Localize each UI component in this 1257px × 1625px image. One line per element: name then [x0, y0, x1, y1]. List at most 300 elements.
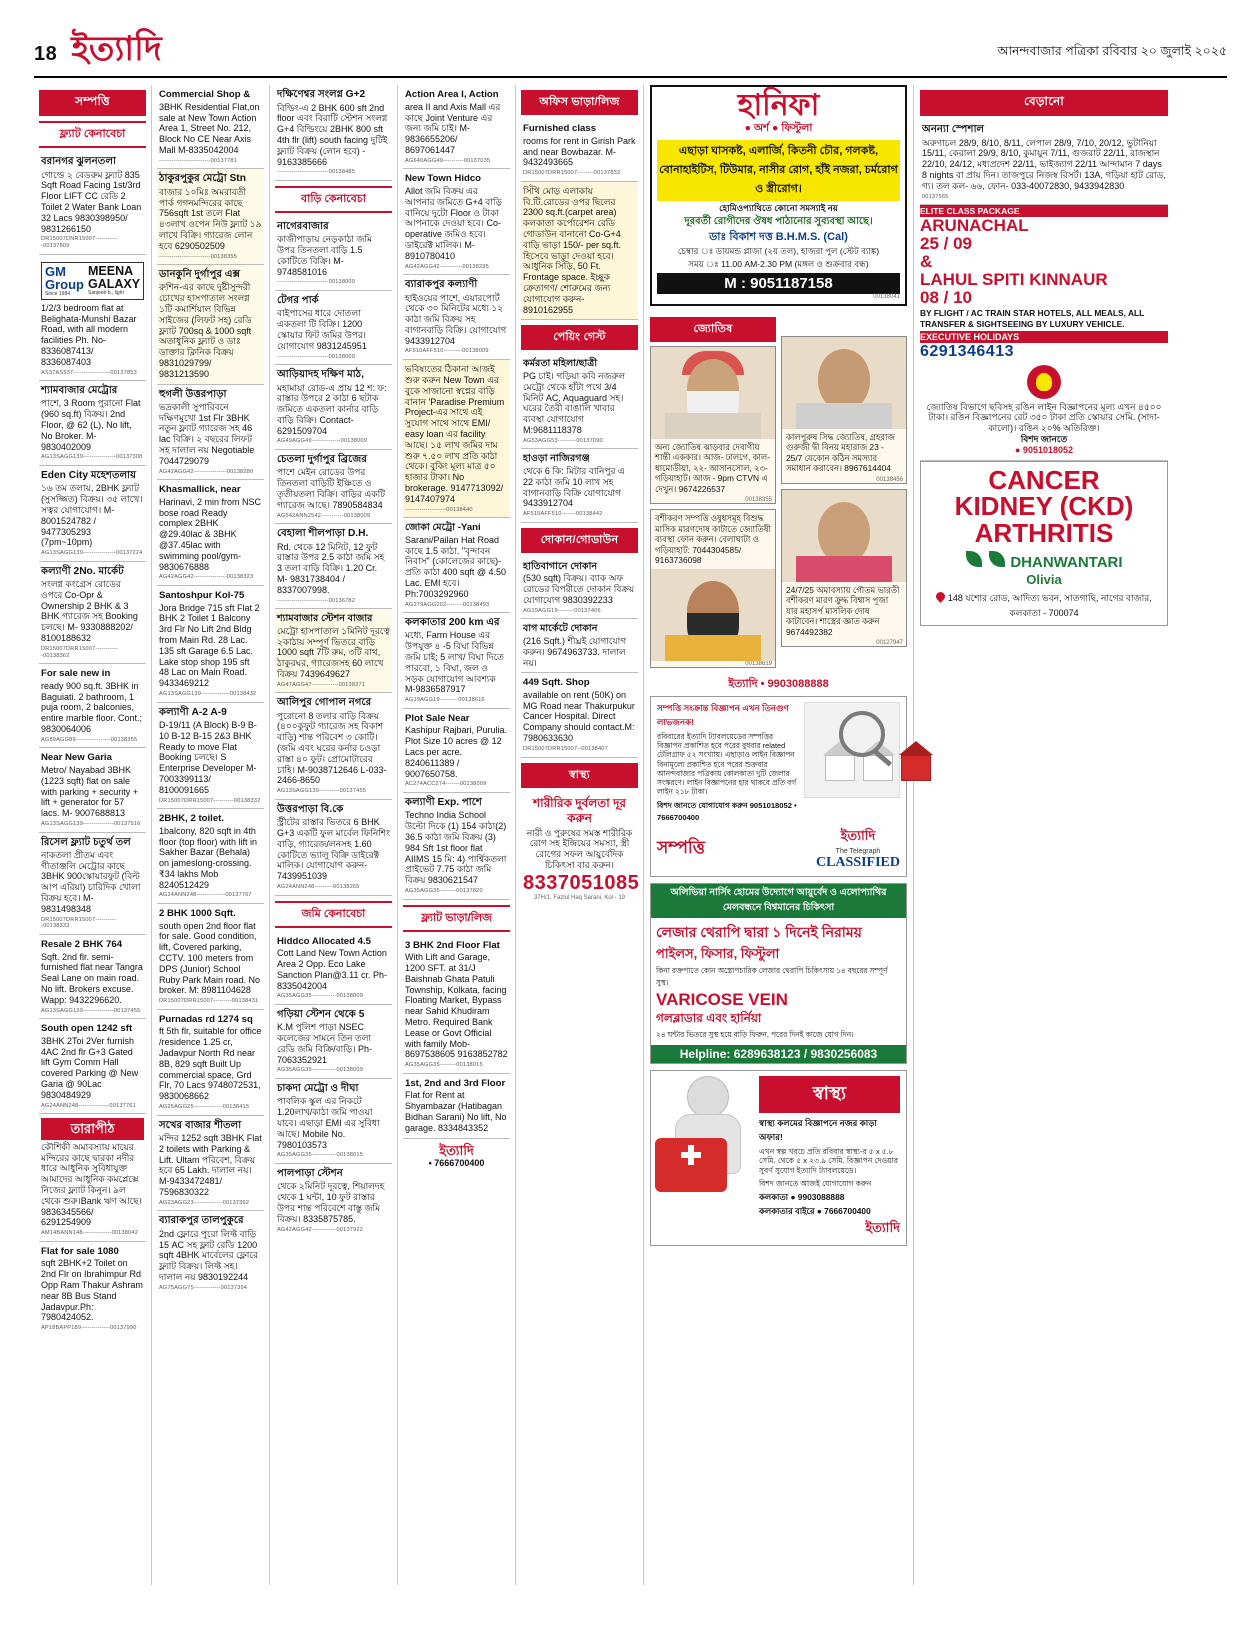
- olivia-line4: গলব্লাডার এবং হার্নিয়া: [656, 1010, 762, 1025]
- ad-item[interactable]: [521, 449, 638, 522]
- ad-headline: হাওড়া নাজিরগঞ্জ: [523, 453, 590, 465]
- house-shape: [825, 755, 855, 781]
- ad-body: Harinavi, 2 min from NSC bose road Ready complex 2BHK @29.40lac & 3BHK @37.45lac with swimming pool/gym-9830676888: [159, 496, 262, 572]
- ad-code: AG279AGG202--------00138493: [405, 601, 490, 608]
- ad-body: D-19/11 (A Block) B-9 B-10 B-12 B-15 2&3 BHK Ready to move Flat Booking চলছে। S Enterprise Developer M-7003399113/ 8100091665: [159, 719, 257, 795]
- ad-headline: 449 Sqft. Shop: [523, 677, 590, 689]
- ad-code: -------------------------00138009: [277, 353, 356, 360]
- ad-item[interactable]: [275, 450, 392, 524]
- ad-item[interactable]: [39, 1242, 146, 1336]
- address-text: 148 যশোর রোড, আদিত্য ভবন, সাতগাছি, নাগের বাজার, কলকাতা - 700074: [947, 593, 1152, 619]
- ad-body: 3BHK Residential Flat,on sale at New Town Action Area 1, Street No. 212, Block No CE Near Axis Mall M-8335042004: [159, 101, 260, 155]
- olivia-treatments: পাইলস, ফিসার, ফিস্টুলা: [656, 945, 780, 961]
- ad-headline: ডানকুনি দুর্গাপুর এক্স: [159, 269, 241, 281]
- display-ad-health-offer[interactable]: [650, 1070, 907, 1247]
- ad-item[interactable]: [157, 809, 264, 904]
- ad-code: 00127947: [876, 640, 903, 647]
- ad-body: পাশে মেইন রোডের উপর তিনতলা বাড়িটি ইঞ্চিতে ও তৃতীয়তলা বিক্রি। বাড়ির একটি গ্যারেজ আছে। 7890584834: [277, 467, 386, 510]
- ad-headline: কলকাতার 200 km এর: [405, 617, 500, 629]
- ad-body: Kashipur Rajbari, Purulia. Plot Size 10 acres @ 12 Lacs per acre. 8240611389 / 9007650758.: [405, 725, 508, 779]
- ad-item[interactable]: [521, 119, 638, 182]
- ad-item[interactable]: [39, 833, 146, 935]
- ad-item[interactable]: [157, 169, 264, 265]
- ad-headline: 2BHK, 2 toilet.: [159, 813, 225, 825]
- hanifa-line3: দূরবর্তী রোগীদের ঔষধ পাঠানোর সুব্যবস্থা আছে।: [684, 216, 873, 228]
- ad-headline: চেতলা দুর্গাপুর ব্রিজের: [277, 454, 367, 466]
- ad-headline: শ্যামবাজার স্টেশন বাজার: [277, 613, 373, 625]
- astrologer-photo: [782, 490, 906, 582]
- health-offer-kolkata[interactable]: কলকাতা ● 9903088888: [759, 1192, 845, 1203]
- display-ad-sampatti-promo[interactable]: [650, 696, 907, 877]
- ad-item[interactable]: [403, 275, 510, 360]
- astrologer-text: কালপুরুষ সিদ্ধ জ্যোতিষ, গ্রহরাজ গুরুজী দ্বী বিনয় মহারাজ 23 - 25/7 যেকোন কঠিন সমস্যার সমাধান করাবেন। 8967614404: [786, 431, 895, 474]
- hanifa-doctor: ডাঃ বিকাশ দত্ত B.H.M.S. (Cal): [709, 230, 848, 243]
- ad-headline: টেগর পার্ক: [277, 295, 319, 307]
- ad-code: AM14BANN148--------------00138042: [41, 1230, 139, 1237]
- ad-item[interactable]: [275, 365, 392, 450]
- ad-code: DR15007DRR15007--00138407: [523, 745, 608, 752]
- ad-headline: Action Area I, Action: [405, 89, 499, 101]
- ad-headline: জোকা মেট্রো -Yani: [405, 522, 481, 534]
- olivia-varicose: VARICOSE VEIN: [656, 989, 788, 1009]
- ad-item-gm-meena[interactable]: [39, 255, 146, 381]
- ad-headline: Plot Sale Near: [405, 712, 470, 724]
- face-shape: [818, 349, 870, 411]
- ad-body: K.M পুলিশ পাড়া NSEC কলেজের সামনে তিন তলা রেডি জমি বিক্রি/বাড়ি। Ph- 7063352921: [277, 1022, 372, 1065]
- ad-headline: উত্তরপাড়া বি.কে: [277, 803, 344, 815]
- subsection-flat-kenabecha: ফ্ল্যাট কেনাবেচা: [39, 121, 146, 148]
- ad-code: DR15007DNR15007------------00137809: [41, 236, 118, 250]
- ad-code: AG13SAGG139----------00137455: [277, 788, 367, 795]
- ad-item[interactable]: [157, 904, 264, 1010]
- ad-code: AG13SAGG139----------------00137224: [41, 550, 143, 557]
- ad-item-tarapith[interactable]: [39, 1114, 146, 1242]
- ad-headline: Resale 2 BHK 764: [41, 939, 123, 951]
- ad-headline: আড়িয়াদহ দক্ষিণ মাঠ,: [277, 369, 364, 381]
- ad-headline: For sale new in: [41, 668, 111, 680]
- cancer-title-1: CANCER: [988, 464, 1100, 495]
- ad-body: সিঁথি মোড় এলাকায় বি.টি.রোডের ওপর ছিলের 2300 sq.ft.(carpet area) কলকাতা কর্পোরেশন রেডি গোডাউন বানানো Co-G+4 বাড়ি ভাড়া 150/- per sq.ft. হিসেবে ভাড়া দেওয়া হবে। আধুনিক সিঁড়ি, 50 Ft. Frontage space. ইচ্ছুক ক্রেতাগণ/ শোরুমের জন্য যোগাযোগ করুন- 8910162955: [523, 185, 622, 315]
- ad-body: ready 900 sq.ft. 3BHK in Baguiati. 2 bathroom, 1 puja room, 2 balconies, entire marble floor. Cont.; 9830064006: [41, 680, 143, 734]
- ad-body: হাইওয়ের পাশে, এয়ারপোর্ট থেকে ৩০ মিনিটের মধ্যে ১২ কাঠা জমি বিক্রয় সহ বাগানবাড়ি বিক্রি। যোগাযোগ 9433912704: [405, 292, 507, 346]
- ad-body: sqft 2BHK+2 Toilet on 2nd Flr on Ibrahimpur Rd Opp Ram Thakur Ashram near 8B Bus Stand Jadavpur.Ph: 7980424052.: [41, 1258, 143, 1323]
- subsection-jomi-kenabecha: জমি কেনাবেচা: [275, 901, 392, 928]
- package-amp: &: [920, 251, 933, 271]
- ad-headline: ঠাকুরপুকুর মেট্রো Stn: [159, 173, 246, 185]
- ad-code: AG13SAGG139---------------00137516: [41, 820, 141, 827]
- ad-item[interactable]: [275, 1079, 392, 1164]
- ad-phone[interactable]: 8337051085: [523, 871, 640, 894]
- ad-item-sinthi-godown[interactable]: [521, 182, 638, 321]
- ad-headline: পালপাড়া স্টেশন: [277, 1168, 343, 1180]
- ad-body: Rd. থেকে 12 মিনিট, 12 ফুট রাস্তার উপর 2.5 কাঠা জমি সহ 3 তলা বাড়ি বিক্রি। 1.20 Cr. M- 9831738404 / 8337007998.: [277, 541, 385, 595]
- face-shape: [818, 502, 870, 564]
- body-shape: [665, 635, 761, 661]
- ad-item[interactable]: [275, 85, 392, 181]
- health-offer-line3: বিশদ জানতে আজই যোগাযোগ করুন: [759, 1179, 872, 1189]
- ad-item[interactable]: [403, 169, 510, 275]
- ad-item-jyotish-rate[interactable]: [920, 361, 1168, 461]
- ad-item[interactable]: [39, 1019, 146, 1114]
- astrologer-text: 24/7/25 অমাবস্যায় গৌতম ভারতী বশীকরণ মারণ ক্রুদ্ধ বিশ্বাস পূজা যার মহাসর্প মাসলিক দোষ কাটাবেন। শাস্ত্রের জ্ঞাত করুন 9674492382: [786, 584, 900, 637]
- ad-code: DR15007DRR15007--------00137832: [523, 170, 621, 177]
- ad-item[interactable]: [157, 703, 264, 810]
- page-number: 18: [34, 43, 58, 66]
- ad-code: AG542ANN2542-----------00138009: [277, 512, 371, 519]
- ad-item[interactable]: [157, 385, 264, 481]
- ityadi-phone: • 7666700400: [428, 1158, 485, 1169]
- ad-code: AG42AGG42----------------00138280: [159, 468, 254, 475]
- ad-item[interactable]: [403, 936, 510, 1074]
- ad-item[interactable]: [403, 518, 510, 613]
- ad-item-paradise-premium[interactable]: [403, 360, 510, 518]
- ad-headline: ব্যারাকপুর কল্যাণী: [405, 279, 478, 291]
- ad-item[interactable]: [521, 557, 638, 620]
- astrologer-photo: [651, 569, 775, 661]
- ad-body: নাকতলা প্রীতম এবং গীতাঞ্জলি মেট্রোর কাছে 3BHK 900স্কোয়ারফুট (বিল্ট আপ এরিয়া) চারিদিক খোলা বিক্রয় হবে। M- 9831498348: [41, 849, 141, 914]
- ad-headline: Hiddco Allocated 4.5: [277, 935, 372, 947]
- ad-headline: কল্যাণী 2No. মার্কেট: [41, 565, 124, 577]
- ad-body: area II and Axis Mall এর কাছে Joint Venture এর জন্য জমি চাই। M-9836655206/ 8697061447: [405, 101, 501, 155]
- ad-body: থেকে 6 কি: মিটার বানিপুর এ 22 কাঠা জমি 10 লাখ সহ বাগানবাড়ি বিক্রি যোগাযোগ 9433912704: [523, 465, 625, 509]
- ad-item[interactable]: [157, 1116, 264, 1212]
- ad-headline: কল্যাণী A-2 A-9: [159, 706, 227, 718]
- section-header-office-rent: অফিস ভাড়া/লিজ: [521, 90, 638, 115]
- column-3: [270, 85, 398, 1585]
- ityadi-logo: ইত্যাদি: [865, 1220, 900, 1236]
- ad-item[interactable]: [275, 291, 392, 365]
- head-shape: [687, 1076, 729, 1118]
- ad-code: 00138041: [873, 293, 900, 300]
- doctor-illustration: [657, 1076, 753, 1196]
- ad-code: 00137565: [922, 193, 949, 200]
- promo-line-1: সম্পত্তি সংক্রান্ত বিজ্ঞাপন এখন তিনগুণ লাভজনক!: [657, 702, 789, 727]
- ad-body: (530 sqft) বিক্রয়। ব্যাক অফ রোডের বিপরীতে দোকান বিক্রয় যোগাযোগ 9830392233: [523, 573, 635, 605]
- tarapith-banner: তারাপীঠ: [41, 1118, 144, 1140]
- olivia-laser-line: লেজার থেরাপি দ্বারা ১ দিনেই নিরাময়: [656, 923, 862, 940]
- swasthya-banner: স্বাস্থ্য: [759, 1076, 900, 1113]
- meena-galaxy-sub: Sanjeeb b., light: [87, 290, 124, 297]
- column-2: [152, 85, 270, 1585]
- ad-item[interactable]: [39, 935, 146, 1019]
- column-1: [34, 85, 152, 1585]
- ad-item[interactable]: [403, 85, 510, 169]
- ad-body: Metro/ Nayabad 3BHK (1223 sqft) flat on sale with parking + security + lift + generator for 57 lacs. M- 9007688813: [41, 764, 139, 819]
- magnifier-icon: [839, 711, 885, 757]
- ad-headline: 1st, 2nd and 3rd Floor: [405, 1077, 506, 1089]
- astrologer-text: বশীকরণ সম্পত্তি ওষুধসমূহ বিশুদ্ধ মাসিক মারণদোষ কাটাতে জ্যোতিষী ব্যবস্থা ফোন করুন। বেলাঘাটা ও গড়িয়াহাট: 7044304585/ 9163736098: [655, 513, 771, 566]
- ad-body: 1/2/3 bedroom flat at Belighata-Munshi Bazar Road, with all modern facilities Ph. No-8336087413/ 8336087403: [41, 302, 137, 367]
- ad-code: -------------------------00138009: [277, 279, 356, 286]
- lotus-icon: [1027, 365, 1061, 399]
- hanifa-timing: সময় ঃ 11.00 AM-2.30 PM (মঙ্গল ও শুক্রবার বন্ধ): [688, 259, 869, 270]
- ad-item[interactable]: [157, 480, 264, 586]
- ad-item[interactable]: [39, 466, 146, 562]
- display-ad-olivia-nursing-home[interactable]: [650, 883, 907, 1064]
- house-shape: [863, 755, 893, 781]
- section-header-berano: বেড়ানো: [920, 90, 1168, 116]
- ad-item[interactable]: [521, 354, 638, 449]
- package-class: ELITE CLASS PACKAGE: [920, 205, 1168, 217]
- ad-body: স্ট্রীটের রাস্তার ভিতরে 6 BHK G+3 একটি ফুল মার্বেল ফিনিশিং বাড়ি, গ্যারেজ/লনসহ 1.60 কোটিতে ভ্যালু বিক্রি ডাইরেক্ট মালিক। যোগাযোগ করুন- 7439951039: [277, 817, 390, 882]
- ad-headline: আলিপুর গোপাল নগরে: [277, 697, 372, 709]
- package-date-1: 25 / 09: [920, 234, 972, 254]
- promo-line-2: রবিবারের ইত্যাদি ট্যাবলয়েডের সম্পত্তির বিজ্ঞাপন প্রকাশিত হবে পরের বুধবার related টেলিগ্রাফ ৫২ সংখ্যায়। এছাড়াও লাইন বিজ্ঞাপন বিনামূল্যে প্রকাশিত হবে পরের শুক্রবার আনন্দবাজার পত্রিকায় কোলকাতা দুটি জেলার সংস্করণে। লাইন বিজ্ঞাপনের হার থাকবে প্রতি বর্গ লাইন ২১৮ টাকা।: [657, 731, 797, 797]
- ad-code: AG640AGG49----------00137035: [405, 157, 491, 164]
- ad-code: AG35AGG35--------00137820: [405, 887, 483, 894]
- ad-code: AG35AGG35------------00138009: [277, 1067, 363, 1074]
- ad-body: কাজীপাড়ায় নেড়কাঠা জমি উপর তিনতলা বাড়ি 1.5 কোটিতে বিক্রি। M-9748581016: [277, 234, 372, 277]
- ad-code: AG35AGG35------------00138009: [277, 993, 363, 1000]
- ad-code: AG42AGG42-----------00138235: [405, 263, 489, 270]
- ad-code: AG13SAGG139---------------00137455: [41, 1007, 141, 1014]
- ad-body: (216 Sqft.) শীঘ্রই যোগাযোগ করুন। 9674963733. দালাল নয়।: [523, 635, 627, 668]
- olivia-helpline[interactable]: Helpline: 6289638123 / 9830256083: [651, 1045, 906, 1063]
- promo-line-3: বিশদ জানতে যোগাযোগ করুন 9051018052 • 7666700400: [657, 800, 797, 822]
- health-offer-outside[interactable]: কলকাতার বাইরে ● 7666700400: [759, 1206, 871, 1217]
- ad-headline: সখের বাজার শীতলা: [159, 1119, 242, 1131]
- ad-headline: গড়িয়া স্টেশন থেকে 5: [277, 1009, 365, 1021]
- ad-phone[interactable]: ● 9051018052: [1015, 444, 1073, 455]
- ad-body: ভদ্রকালী সুপারিবনে দক্ষিণমুখো 1st Flr 3BHK নতুন ফ্ল্যাট গ্যারেজ সহ 46 lac বিক্রি। ২ বছরের লিফট সহ দালাল নয় Negotiable 7044729079: [159, 401, 255, 466]
- ad-item[interactable]: [157, 1211, 264, 1295]
- ad-headline: অনন্যা স্পেশাল: [922, 124, 985, 136]
- display-ad-astrologer-2[interactable]: [650, 509, 776, 668]
- ityadi-contact-line[interactable]: ইত্যাদি • 9903088888: [728, 677, 829, 690]
- ad-code: AG24ANN248--------------00137767: [159, 892, 252, 899]
- display-ad-dhanwantari[interactable]: [920, 461, 1168, 627]
- ad-body: নারী ও পুরুষের সমস্ত শারীরিক রোগ সহ ইন্দ্রিয়ের সমস্যা, স্ত্রী রোগের সফল আয়ুর্বেদিক চিকিৎসা বার করুন।: [526, 827, 633, 870]
- ad-item-ayurvedic[interactable]: [521, 792, 638, 906]
- ad-body: গোল্ডে ২ বেডরুম ফ্ল্যাট 835 Sqft Road Facing 1st/3rd Floor LIFT CC রেডি 2 Toilet 2 Water Bank Loan 32 Lacs 9830398950/ 9831266150: [41, 169, 142, 234]
- package-date-2: 08 / 10: [920, 287, 972, 307]
- ad-headline: নাগেরবাজার: [277, 221, 329, 233]
- ad-body: 3BHK 2Toi 2Ver furnish 4AC 2nd flr G+3 Gated lift Gym Comm Hall covered Parking @ New Garia @ 90Lac 9830484929: [41, 1035, 139, 1100]
- ad-code: AG24ANN248---------------00137761: [41, 1102, 136, 1109]
- ad-code: AG35AGG35--------00138015: [405, 1062, 483, 1069]
- dhanwantari-logo: [921, 551, 1167, 572]
- sampatti-logo: সম্পত্তি: [657, 837, 705, 857]
- health-offer-line2: এখন স্বল্প খরচে প্রতি রবিবার স্বাস্থ্য-র ৫ x ৫.৮ সেমি. থেকে ৫ x ২৩.৯ সেমি. বিজ্ঞাপন দেওয়ার সুবর্ণ সুযোগ ইত্যাদি ট্যাবলয়েডে।: [759, 1146, 899, 1176]
- ad-body: Sarani/Pailan Hat Road কাছে 1.5 কাঠা. "বৃন্দাবন নিবাস" (কোলেজের কাছে)- প্রতি কাঠা 400 sqft @ 4.50 Lac. EMI হবে। Ph:7003292960: [405, 534, 507, 599]
- leaf-icon: [966, 551, 982, 567]
- astrologer-photo: [782, 337, 906, 429]
- hanifa-title: হানিফা: [737, 89, 820, 123]
- ad-item[interactable]: [275, 932, 392, 1005]
- ad-body: রুশিন-এর কাছে দুষ্টীসুন্দরী চোখের হাসপাতাল সংলগ্ন ১টি কমার্শিয়াল বিভিন্ন সাইজের (লিফট সহ) রেডি ফ্ল্যাট 700sq & 1000 sqft অতাধুনিক ফ্ল্যাট ও ডাঃ ডাক্তার ক্লিনিক বিক্রয় 9831029799/ 9831213590: [159, 282, 252, 379]
- ad-item[interactable]: [275, 693, 392, 800]
- column-7: [914, 85, 1174, 1585]
- ad-headline: বাগ মার্কেটে দোকান: [523, 623, 598, 635]
- ad-body: কৌশিকী অমাবস্যায় মায়ের মন্দিরের কাছে দ্বারকা নদীর ধারে আধুনিক সুবিধাযুক্ত আমাদের আধুনিক কমপ্লেক্সে নিজের ফ্ল্যাট কিনুন। ৯ল থেকে শুরু।Bank ঋণ আছে। 9836345566/ 6291254909: [41, 1141, 142, 1228]
- display-ad-hanifa[interactable]: [650, 85, 907, 305]
- ad-body: পুরোনো 8 তলার বাড়ি বিক্রয় (৪০০কুফুট গ্যারেজ সহ বিকাশ বাড়ি) শান্ত পরিবেশ ৩ কোটি। (জমি এবং ঘরের কর্নার চওড়া রাস্তা ৪০ ফুট। প্রোমোটারের চাহি। M-9038712646 L-033-2466-8650: [277, 710, 387, 786]
- hanifa-yellow-line: এছাড়া ঘাসকষ্ট, এলার্জি, কিতনী চৌর, গলকষ্ট, বোনাহাইটিস, টিউমার, নাসীর রোগ, হাঁই নজরা, চর্মরোগ ও স্ত্রীরোগ।: [657, 140, 900, 201]
- ad-body: বিল্ডিং-এ 2 BHK 600 sft 2nd floor এবং বিরাটি স্টেশন সংলগ্ন G+4 বিল্ডিংয়ে 2BHK 800 sft 4th flr (lift) south facing দুটিই ফ্ল্যাট বিক্রয় (লোন হবে) - 9163385666: [277, 102, 388, 167]
- ad-body: ১৬ তম তলায়, 2BHK ফ্ল্যাট (সুসজ্জিত) বিক্রয়। ৩৫ লাখে। সত্বর যোগাযোগ। M- 8001524782 / 9477305293 (7pm~10pm): [41, 483, 143, 548]
- ad-code: AG42AGG42----------------00138323: [159, 574, 254, 581]
- classified-grid: [34, 85, 1227, 1585]
- ad-code: DR15007DRR15007----------00138332: [159, 797, 261, 804]
- ad-headline: হাতিবাগানে দোকান: [523, 560, 598, 572]
- ad-item[interactable]: [157, 265, 264, 384]
- section-header-jyotish: জ্যোতিষ: [650, 317, 776, 342]
- package-phone[interactable]: 6291346413: [920, 342, 1014, 360]
- ad-headline: Near New Garia: [41, 752, 112, 764]
- ad-code: AG23AGG23--------------00137362: [159, 1199, 250, 1206]
- ad-body: বাইপাসের ধারে দোতলা একতলা টি বিক্রি। 1200 স্কোয়ার ফিট জমির উপর। যোগাযোগ 9831245951: [277, 308, 367, 351]
- telegraph-label: The Telegraph: [835, 847, 881, 855]
- ad-body: পাবলিক স্কুল এর নিকটে 1.20লাখ/কাঠা জমি পাওয়া যাবে। এছাড়া EMI এর সুবিধা আছে। Mobile No. 7980103573: [277, 1096, 380, 1150]
- ad-code: AP18BAPP189--------------00137990: [41, 1325, 137, 1332]
- first-aid-kit-icon: [655, 1138, 727, 1192]
- ad-body: সংলগ্ন কংগ্রেস রোডের ওপরে Co-Opr & Ownership 2 BHK & 3 BHK গ্যারেজ সহ Booking চলছে। M- 9330888202/ 8100188632: [41, 579, 138, 644]
- ad-code: AG53AGG53---------00137090: [523, 437, 603, 444]
- ad-item[interactable]: [275, 217, 392, 291]
- ad-body: 1balcony, 820 sqft in 4th floor (top floor) with lift in Sakher Bazar (Behala) on jameslong-crossing.₹34 lakhs Mob 8240512429: [159, 825, 258, 890]
- display-ad-astrologer-1[interactable]: [650, 346, 776, 505]
- ad-address: 37H/1, Fazlul Haq Sarani, Kol - 19: [533, 894, 626, 901]
- ad-item[interactable]: [275, 800, 392, 896]
- classified-logo: CLASSIFIED: [815, 854, 900, 870]
- ad-body: জ্যোতিষ বিভাগে ছবিসহ রঙিন লাইন বিজ্ঞাপনের মূল্য এখন ৪৫০০ টাকা। রঙিন বিজ্ঞাপনের রেট ৩৫০ টাকা প্রতি স্কোয়ার সেমি. (সাদা-কালো)। রঙিন ২০% অতিরিক্ত।: [926, 401, 1162, 434]
- ad-item[interactable]: [39, 748, 146, 832]
- ad-code: --------------------00138440: [405, 506, 473, 513]
- ad-body: Techno India School উল্টো দিকে (1) 154 কাঠা(2) 36.5 কাঠা জমি বিক্রয় (3) 984 Sft 1st floor flat AIIMS 15 মি: 4) পার্শ্বিকতলা প্রাইভেট 7.75 কাঠা জমি বিক্রয় 9830621547: [405, 810, 507, 886]
- ad-code: AF510AFF510---------00138009: [405, 348, 489, 355]
- hanifa-phone[interactable]: M : 9051187158: [657, 273, 900, 294]
- ad-headline: দক্ষিণেশ্বর সংলগ্ন G+2: [277, 89, 366, 101]
- house-shape: [901, 755, 931, 781]
- ad-code: 00138355: [745, 497, 772, 504]
- olivia-side-note: ২৪ ঘন্টার ভিতরে সুস্থ হয়ে বাড়ি ফিরুন, পরের দিনই কাজে যোগ দিন।: [656, 1029, 854, 1039]
- ad-item[interactable]: [275, 1164, 392, 1237]
- ad-code: AG19AGG19--------00137406: [523, 607, 601, 614]
- ad-item[interactable]: [275, 524, 392, 609]
- house-illustration: [804, 702, 900, 798]
- ad-item[interactable]: [403, 1074, 510, 1139]
- ad-item[interactable]: [39, 152, 146, 254]
- column-6-display-ads: [644, 85, 914, 1585]
- subsection-flat-bhara-lease: ফ্ল্যাট ভাড়া/লিজ: [403, 905, 510, 932]
- display-ad-astrologer-3[interactable]: [781, 336, 907, 484]
- ad-item[interactable]: [521, 619, 638, 673]
- ad-item[interactable]: [39, 664, 146, 748]
- astrologer-photo: [651, 347, 775, 439]
- ad-item[interactable]: [157, 586, 264, 703]
- ad-item[interactable]: [275, 1005, 392, 1079]
- section-header-health: স্বাস্থ্য: [521, 763, 638, 788]
- ad-item[interactable]: [403, 793, 510, 900]
- body-shape: [665, 413, 761, 439]
- health-offer-line1: স্বাস্থ্য কলমের বিজ্ঞাপনে নজর কাড়া অফার!: [759, 1117, 877, 1142]
- ad-item[interactable]: [521, 673, 638, 757]
- package-destination-2: LAHUL SPITI KINNAUR: [920, 269, 1108, 289]
- leaf-icon: [989, 551, 1005, 567]
- cancer-address: [921, 587, 1167, 625]
- ad-item-ananya-special[interactable]: [920, 120, 1168, 205]
- ad-body: থেকে ২মিনিট দূরত্বে, শিয়ালদহ থেকে 1 ঘন্টা, 10 ফুট রাস্তার উপর শান্ত পরিবেশে বাস্তু জমি বিক্রয়। 8335875785.: [277, 1181, 385, 1224]
- ad-headline: ব্যারাকপুর তালপুকুরে: [159, 1215, 244, 1227]
- hanifa-bullets: ● অর্শ ● ফিস্টুলা: [744, 122, 813, 135]
- section-header-paying-guest: পেয়িং গেস্ট: [521, 325, 638, 350]
- ad-code: AG13SAGG139----------------00137308: [41, 454, 143, 461]
- cancer-title-3: ARTHRITIS: [974, 517, 1114, 548]
- astrologer-text: অন্য জ্যোতিষ ঝাড়বার দেবাণীয় শান্তী এককার। আজ- ঢালগে, কাল-ধামোডীয়া, ২২- আসানসোল, ২৩-গড়িয়াহাট। আজ - 9pm CTVN এ দেখুন। 9674226537: [655, 441, 770, 494]
- ad-headline: New Town Hidco: [405, 173, 482, 185]
- ad-code: AG19AGG19---------00138616: [405, 697, 485, 704]
- gm-logo-text: GM Group: [45, 263, 84, 292]
- display-ad-elite-package[interactable]: [920, 205, 1168, 360]
- location-pin-icon: [934, 590, 947, 603]
- ad-headline: হুগলী উত্তরপাড়া: [159, 388, 227, 400]
- olivia-note: কিনা রক্তপাতে কোন অস্ত্রোপচারিক লেজার থেরাপি চিকিৎসায় ১৪ বছরের সম্পূর্ণ সুস্থ।: [656, 965, 888, 987]
- ad-headline: Purnadas rd 1274 sq: [159, 1013, 253, 1025]
- advertiser-logo: [41, 262, 144, 300]
- masthead: [34, 31, 1227, 72]
- ad-body: Sqft. 2nd flr. semi-furnished flat near Tangra Seal Lane on main road. No lift. Brokers excuse. Wapp: 9432296620.: [41, 951, 143, 1005]
- ad-body: পাশে, 3 Room পুরানো Flat (960 sq.ft) বিক্রয়। 2nd Floor, @ 62 (L), No lift, No Broker. M- 9830402009: [41, 398, 141, 452]
- package-details: BY FLIGHT / AC TRAIN STAR HOTELS, ALL MEALS, ALL TRANSFER & SIGHTSEEING BY LUXURY VEHICLE.: [920, 308, 1145, 329]
- body-shape: [796, 556, 892, 582]
- ad-code: AG89AGG89-----------------00138355: [41, 736, 138, 743]
- ad-code: AG25AGG25--------------00138415: [159, 1104, 250, 1111]
- section-header-sampatti: সম্পত্তি: [39, 90, 146, 116]
- ad-item[interactable]: [39, 381, 146, 466]
- ad-item[interactable]: [157, 85, 264, 169]
- ad-item[interactable]: [403, 613, 510, 709]
- package-destination-1: ARUNACHAL: [920, 216, 1029, 236]
- ad-code: -------------------------00138485: [277, 169, 356, 176]
- ad-item[interactable]: [275, 609, 392, 693]
- roof-shape: [899, 741, 933, 755]
- ad-headline: বেহালা শীলপাড়া D.H.: [277, 528, 369, 540]
- ad-code: -------------------------00137781: [159, 157, 238, 164]
- display-ad-astrologer-4[interactable]: [781, 489, 907, 648]
- ad-body: Allot জমি বিক্রয় এর আপনার জমিতে G+4 বাড়ি বানিয়ে দুটো Floor ও টাকা আপনাকে দেওয়া হবে। Co-operative জমিও হবে। ডাইরেক্ট মালিক। M-8910780410: [405, 185, 502, 261]
- ad-item[interactable]: [157, 1010, 264, 1116]
- ad-headline: 3 BHK 2nd Floor Flat: [405, 939, 500, 951]
- subsection-bari-kenabecha: বাড়ি কেনাবেচা: [275, 186, 392, 213]
- olivia-title: অলিভিয়া নার্সিং হোমের উদ্যোগে আয়ুর্বেদ ও এলোপ্যাথির মেলবন্ধনে বিশ্বমানের চিকিৎসা: [651, 884, 906, 918]
- ad-code: DR15007DRR15007------------00138362: [41, 645, 118, 659]
- ad-body: মেট্রো হাসপাতাল ১মিনিট দূরত্বে ২কাঠায় সম্পূর্ণ ভিতরে বাড়ি 1000 sqft 7টি রুম, ৩টি বাথ, ঠাকুরঘর, গ্যারেজসহ 60 লাখে বিক্রয় 7439649627: [277, 625, 390, 679]
- ad-headline: শ্যামবাজার মেট্রোর: [41, 385, 118, 397]
- ad-body: অরুণাচল 28/9, 8/10, 8/11, লেপাল 28/9, 7/10, 20/12, ভুটানিয়া 15/11, কেরালা 29/9, 8/10, কুমায়ুন 7/11, গুজরাট 22/11, রাজস্থান 22/10, 24/12, মধ্যপ্রদেশ 22/11, ভাইজ্যাগ 22/11 আন্দামান 7 days 8 nights বা প্রায় দিন। তাজপুরে নিজস্ব রিসর্ট। 13A, গড়িয়া হাট রোড, গ্য। তল কল- ৬৬, ফোন- 033-40072830, 9433942830: [922, 137, 1166, 191]
- ad-headline: কর্মরতা মহিলা/ছাত্রী: [523, 358, 598, 370]
- ad-body: Flat for Rent at Shyambazar (Hatibagan Bidhan Sarani) No lift, No garage. 8334843352: [405, 1090, 507, 1133]
- ad-code: AG42AGG42------------00137922: [277, 1226, 363, 1233]
- ad-code: DR15007DRR15007---------00138431: [159, 998, 259, 1005]
- ad-headline: বরানগর ঝুলনতলা: [41, 156, 116, 168]
- ad-more-info: বিশদ জানতে: [1020, 433, 1068, 444]
- brand-name: DHANWANTARI: [1010, 554, 1123, 572]
- ad-code: 00138619: [745, 660, 772, 667]
- ad-headline: শারীরিক দুর্বলতা দূর করুন: [532, 795, 627, 825]
- ad-item[interactable]: [403, 709, 510, 793]
- ityadi-contact-block[interactable]: [403, 1139, 510, 1173]
- ad-body: বাজার ১০মিঃ অমরাবতী পার্ক গগনমন্দিরের কাছে 756sqft 1st তলে Flat ৪৩লাখ ওপেন নিউ ফ্ল্যাট ১৯ লাখে বিক্রি। গ্যারেজ লোন হবে 6290502509: [159, 186, 262, 251]
- gm-logo-sub: Since 1984: [45, 290, 71, 297]
- ityadi-logo: ইত্যাদি: [840, 827, 876, 843]
- masthead-rule: [34, 76, 1227, 78]
- ad-code: AS37AS537------------------00137853: [41, 369, 137, 376]
- ad-body: Cott Land New Town Action Area 2 Opp. Eco Lake Sanction Plan@3.11 cr. Ph-8335042004: [277, 948, 388, 991]
- ad-headline: Eden City মহেশতলায়: [41, 470, 137, 482]
- ad-item[interactable]: [39, 562, 146, 664]
- section-header-shop-godown: দোকান/গোডাউন: [521, 528, 638, 553]
- ad-code: AF510AFF510-------00138442: [523, 511, 603, 518]
